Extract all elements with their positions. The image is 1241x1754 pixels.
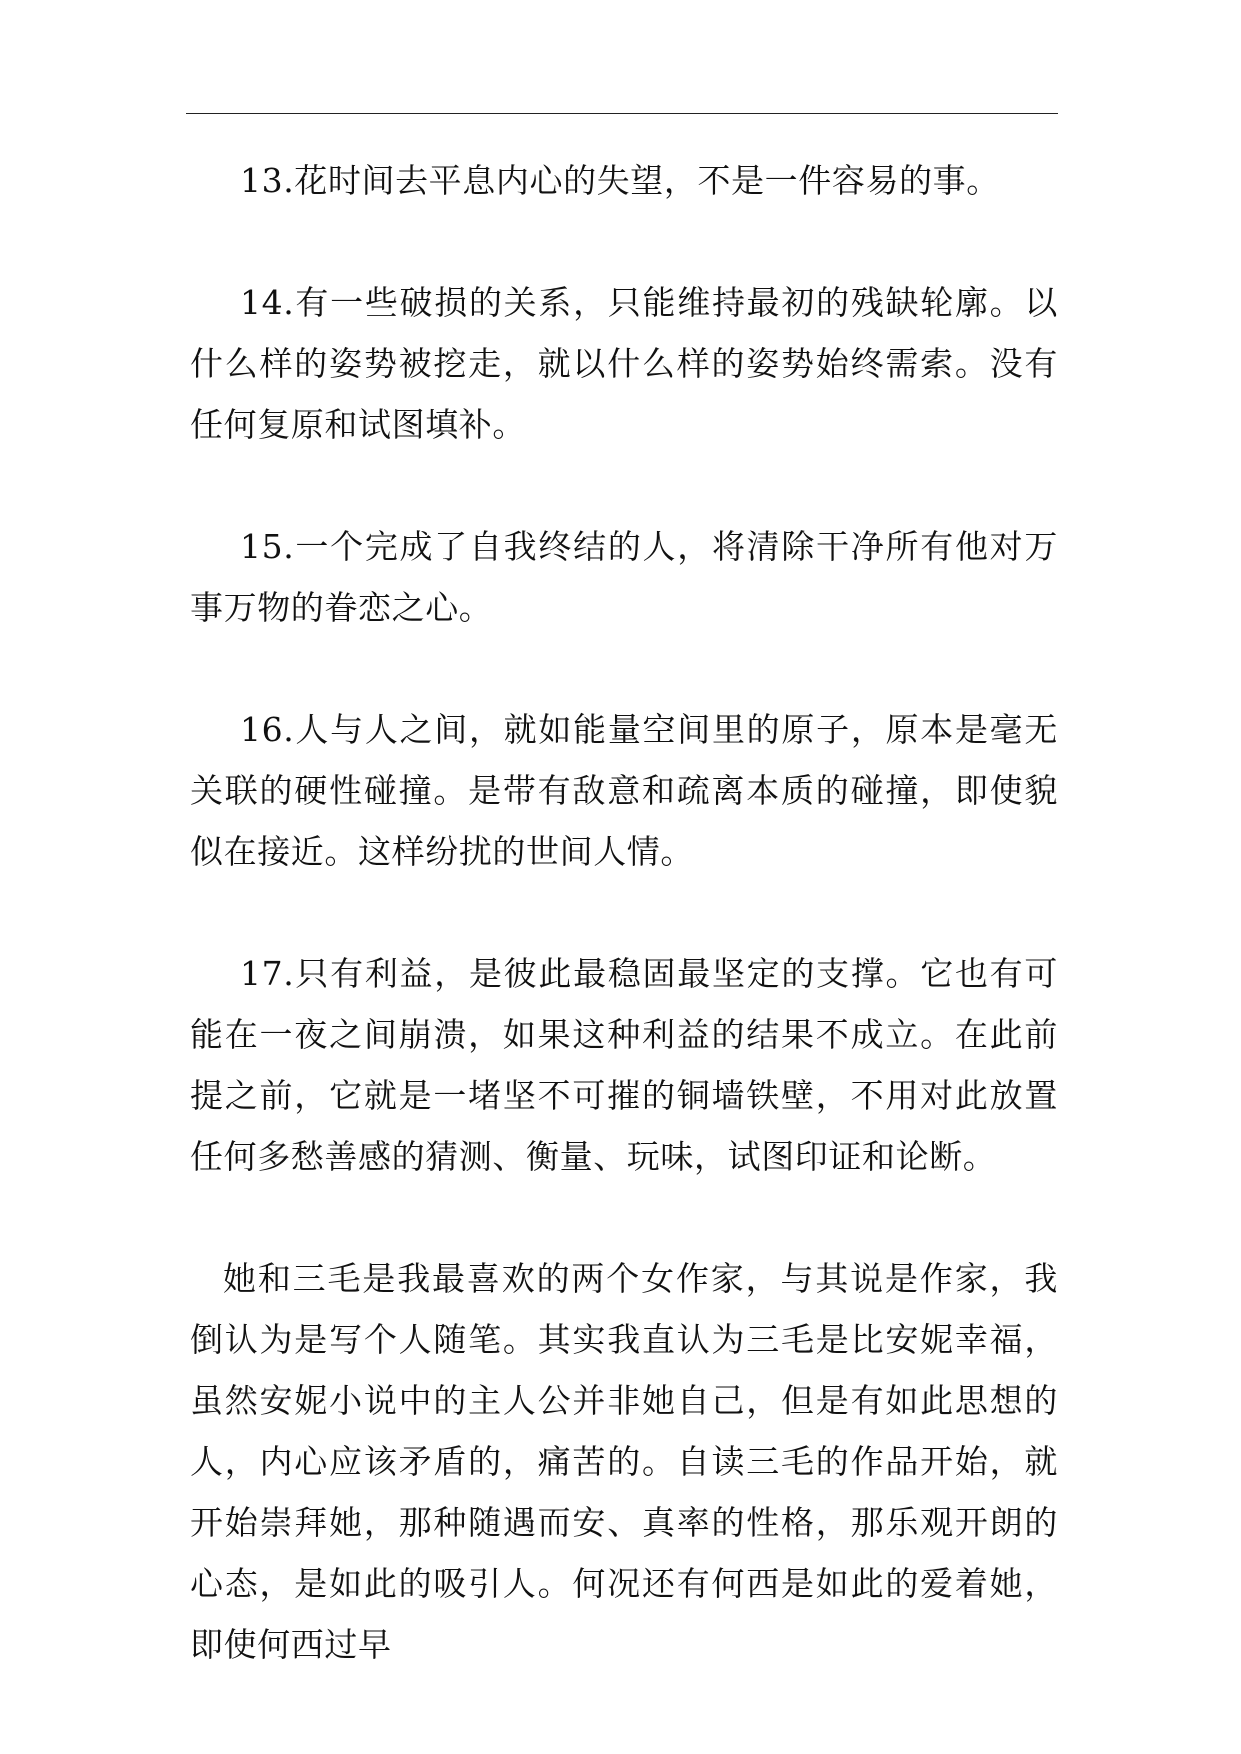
paragraph-16: 16.人与人之间，就如能量空间里的原子，原本是毫无关联的硬性碰撞。是带有敌意和疏离本质的碰撞，即使貌似在接近。这样纷扰的世间人情。 — [190, 710, 1058, 871]
paragraph-14: 14.有一些破损的关系，只能维持最初的残缺轮廓。以什么样的姿势被挖走，就以什么样的姿势始终需索。没有任何复原和试图填补。 — [190, 283, 1058, 444]
paragraph-commentary: 她和三毛是我最喜欢的两个女作家，与其说是作家，我倒认为是写个人随笔。其实我直认为三毛是比安妮幸福，虽然安妮小说中的主人公并非她自己，但是有如此思想的人，内心应该矛盾的，痛苦的。自读三毛的作品开始，就开始崇拜她，那种随遇而安、真率的性格，那乐观开朗的心态，是如此的吸引人。何况还有何西是如此的爱着她，即使何西过早 — [190, 1259, 1058, 1664]
paragraph-13: 13.花时间去平息内心的失望，不是一件容易的事。 — [240, 161, 1000, 200]
paragraph-15: 15.一个完成了自我终结的人，将清除干净所有他对万事万物的眷恋之心。 — [190, 527, 1058, 627]
paragraph-17: 17.只有利益，是彼此最稳固最坚定的支撑。它也有可能在一夜之间崩溃，如果这种利益的结果不成立。在此前提之前，它就是一堵坚不可摧的铜墙铁壁，不用对此放置任何多愁善感的猜测、衡量、玩味，试图印证和论断。 — [190, 954, 1058, 1176]
document-body — [190, 150, 1058, 1675]
header-rule — [186, 113, 1058, 114]
